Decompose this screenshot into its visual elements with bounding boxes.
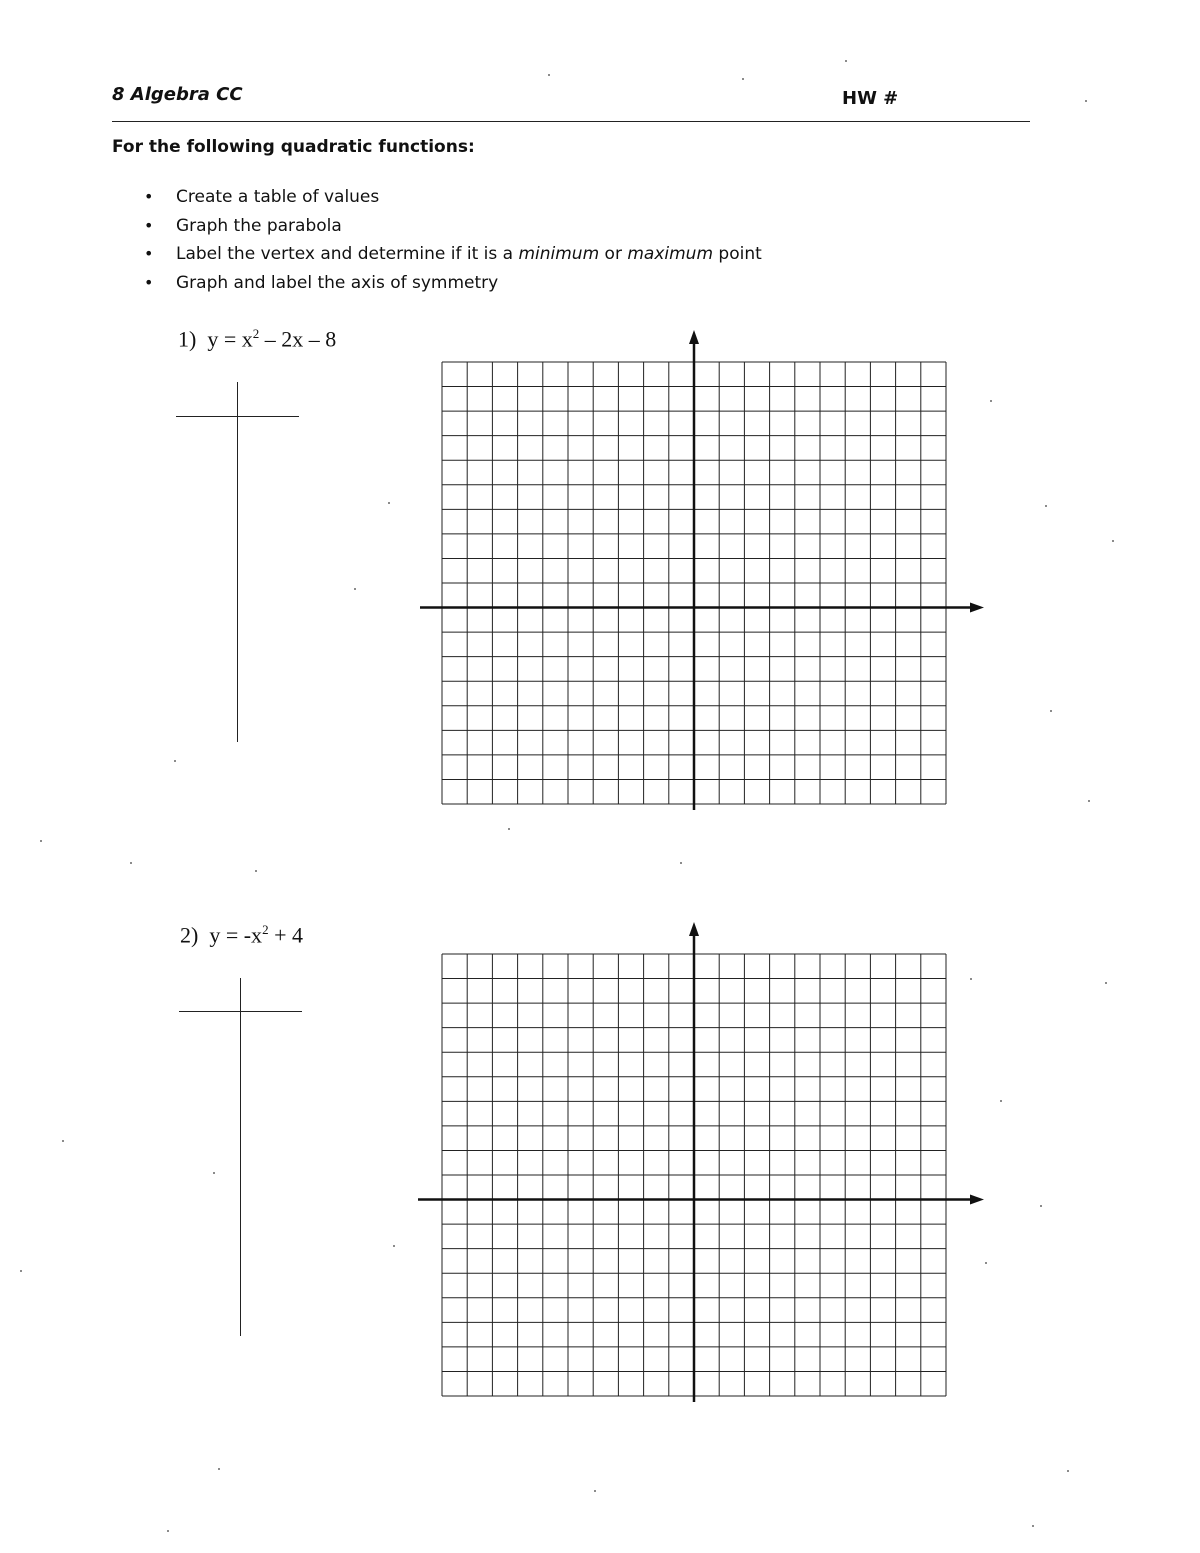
bullet-icon: •	[144, 272, 154, 292]
instruction-text: Create a table of values	[176, 187, 380, 207]
instruction-list	[140, 183, 762, 297]
instruction-text: Graph and label the axis of symmetry	[176, 272, 499, 293]
y-axis-arrow-icon	[689, 330, 699, 344]
problem-1-equation	[178, 326, 336, 352]
problem-number: 1)	[178, 326, 197, 352]
bullet-icon: •	[144, 244, 154, 263]
instruction-text: Graph the parabola	[176, 215, 342, 236]
equation-text: – 2x – 8	[259, 326, 337, 352]
table-divider-line	[240, 978, 241, 1336]
header-divider	[112, 121, 1030, 122]
instruction-emphasis: minimum	[518, 244, 600, 264]
x-axis-arrow-icon	[970, 603, 984, 613]
instruction-text: Label the vertex and determine if it is a	[176, 244, 519, 264]
equation-text: y = x	[207, 326, 253, 352]
equation-exponent: 2	[262, 922, 269, 937]
problem-number: 2)	[180, 922, 199, 948]
bullet-icon: •	[144, 215, 154, 235]
equation-exponent: 2	[252, 326, 260, 341]
equation-text: + 4	[268, 922, 303, 948]
intro-heading: For the following quadratic functions:	[112, 137, 475, 157]
equation-text: y = -x	[209, 922, 263, 948]
problem-2-coordinate-grid[interactable]	[414, 918, 988, 1406]
y-axis-arrow-icon	[689, 922, 699, 936]
instruction-text: or	[599, 244, 628, 264]
instruction-item	[140, 269, 762, 298]
instruction-emphasis: maximum	[627, 244, 713, 264]
problem-1-coordinate-grid[interactable]	[416, 326, 988, 814]
x-axis-arrow-icon	[970, 1195, 984, 1205]
bullet-icon: •	[144, 187, 154, 206]
course-title: 8 Algebra CC	[112, 84, 243, 105]
table-divider-line	[237, 382, 238, 742]
homework-number-label: HW #	[842, 88, 899, 109]
problem-2-equation	[180, 922, 303, 948]
instruction-item	[140, 212, 762, 241]
instruction-item	[140, 183, 762, 212]
instruction-item	[140, 240, 762, 269]
instruction-text: point	[713, 244, 762, 264]
